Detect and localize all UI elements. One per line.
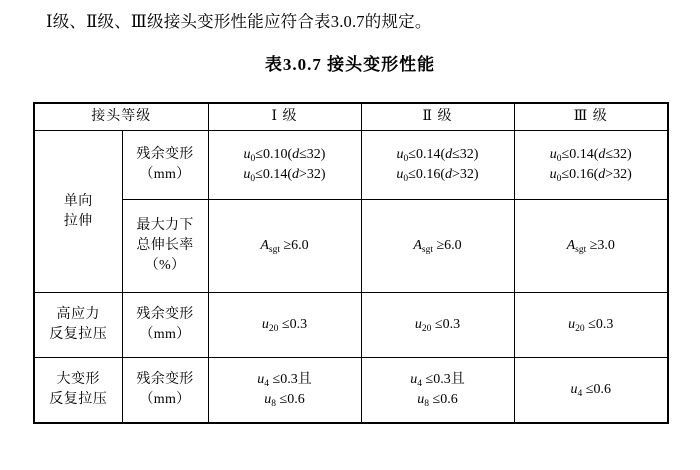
cell-l1-residual-high-stress: $u_{20} \le 0.3$ [208, 293, 361, 358]
cell-l1-elongation: $A_{sgt} \ge 6.0$ [208, 200, 361, 293]
cell-l1-residual-tension: $u_0\le 0.10(d\le 32)$ $u_0\le 0.14(d>32)$ [208, 131, 361, 200]
row-item-residual-deformation-2: 残余变形 （mm） [122, 293, 208, 358]
header-level-2: Ⅱ 级 [361, 103, 514, 131]
row-category-high-stress-cyclic: 高应力 反复拉压 [34, 293, 122, 358]
header-level-3: Ⅲ 级 [514, 103, 668, 131]
cell-l2-residual-high-stress: $u_{20} \le 0.3$ [361, 293, 514, 358]
cell-l2-residual-large-def: $u_4 \le 0.3$且 $u_8 \le 0.6$ [361, 358, 514, 424]
table-row [34, 358, 668, 424]
table-row [34, 293, 668, 358]
cell-l3-residual-tension: $u_0\le 0.14(d\le 32)$ $u_0\le 0.16(d>32)$ [514, 131, 668, 200]
cell-l1-residual-large-def: $u_4 \le 0.3$且 $u_8 \le 0.6$ [208, 358, 361, 424]
cell-l3-residual-large-def: $u_4 \le 0.6$ [514, 358, 668, 424]
joint-deformation-table [33, 102, 669, 424]
cell-l2-elongation: $A_{sgt} \ge 6.0$ [361, 200, 514, 293]
table-row [34, 200, 668, 293]
table-header-row [34, 103, 668, 131]
table-caption: 表3.0.7 接头变形性能 [264, 55, 436, 74]
row-item-max-force-elongation: 最大力下 总伸长率 （%） [122, 200, 208, 293]
cell-l3-residual-high-stress: $u_{20} \le 0.3$ [514, 293, 668, 358]
row-category-uniaxial-tension: 单向 拉伸 [34, 131, 122, 293]
row-item-residual-deformation-1: 残余变形 （mm） [122, 131, 208, 200]
header-grade: 接头等级 [34, 103, 208, 131]
intro-paragraph: Ⅰ级、Ⅱ级、Ⅲ级接头变形性能应符合表3.0.7的规定。 [46, 12, 432, 31]
row-item-residual-deformation-3: 残余变形 （mm） [122, 358, 208, 424]
cell-l2-residual-tension: $u_0\le 0.14(d\le 32)$ $u_0\le 0.16(d>32)$ [361, 131, 514, 200]
header-level-1: Ⅰ 级 [208, 103, 361, 131]
row-category-large-deformation-cyclic: 大变形 反复拉压 [34, 358, 122, 424]
table-row [34, 131, 668, 200]
cell-l3-elongation: $A_{sgt} \ge 3.0$ [514, 200, 668, 293]
